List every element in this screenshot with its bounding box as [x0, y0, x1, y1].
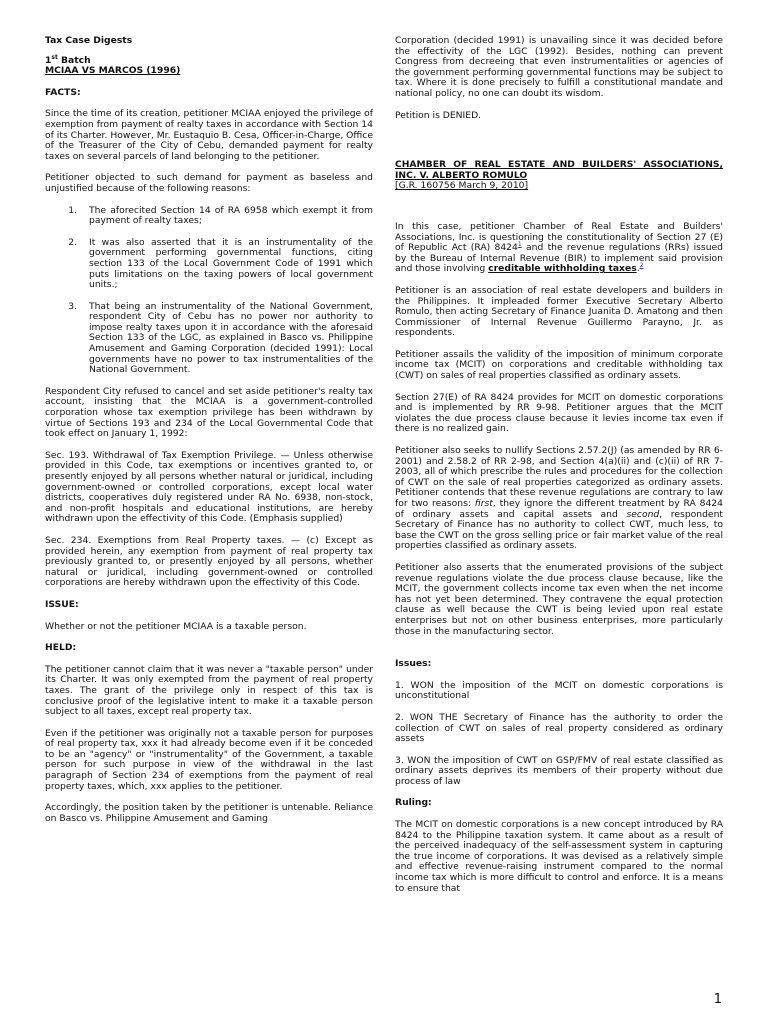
list-item: [45, 302, 373, 376]
issue-heading: ISSUE:: [45, 598, 79, 610]
issues-heading: Issues:: [395, 658, 432, 670]
text-run: .: [636, 263, 640, 275]
batch-number: 1: [45, 54, 52, 66]
footnote-link[interactable]: 1: [517, 241, 522, 249]
paragraph: Section 27(E) of RA 8424 provides for MCIT on domestic corporations and is implemented by RR 9-98. Petitioner argues that the MCIT violates the due process clause because it levies income tax even if there is no realized gain.: [395, 391, 723, 435]
footnote-link[interactable]: 2: [639, 262, 644, 270]
case-title: CHAMBER OF REAL ESTATE AND BUILDERS' ASSOCIATIONS, INC. V. ALBERTO ROMULO: [395, 159, 723, 181]
list-text: It was also asserted that it is an instrumentality of the government performing governmental functions, citing section 133 of the Local Government Code of 1991 which puts limitations on the taxing powers of local government units.;: [89, 236, 373, 291]
list-text: The aforecited Section 14 of RA 6958 which exempt it from payment of realty taxes;: [89, 204, 373, 227]
emphasized-term: creditable withholding taxes: [488, 263, 637, 275]
quoted-section-193: Sec. 193. Withdrawal of Tax Exemption Privilege. — Unless otherwise provided in this Code, tax exemptions or incentives granted to, or presently enjoyed by all persons whether natural or juridical, including government-owned or controlled corporations, except local water districts, cooperatives duly registered under RA No. 6938, non-stock, and non-profit hospitals and educational institutions, are hereby withdrawn upon the effectivity of this Code. (Emphasis supplied): [45, 449, 373, 525]
paragraph: Accordingly, the position taken by the petitioner is untenable. Reliance on Basco vs. Philippine Amusement and Gaming: [45, 802, 373, 824]
list-number: 2.: [68, 236, 77, 248]
paragraph: Petitioner objected to such demand for payment as baseless and unjustified because of the following reasons:: [45, 172, 373, 194]
text-run: , respondent Secretary of Finance has no authority to collect CWT, much less, to base the CWT on the gross selling price or fair market value of the real properties classified as ordinary assets.: [395, 508, 723, 552]
text-run: , they ignore the different treatment by RA 8424 of ordinary assets and capital assets and: [395, 498, 723, 520]
issue-item: 1. WON the imposition of the MCIT on domestic corporations is unconstitutional: [395, 679, 723, 702]
reasons-list: [45, 206, 373, 376]
ruling-heading: Ruling:: [395, 797, 432, 809]
issue-item: 3. WON the imposition of CWT on GSP/FMV of real estate classified as ordinary assets deprives its members of their property without due process of law: [395, 754, 723, 787]
list-item: [45, 238, 373, 291]
text-run: and the revenue regulations (RRs) issued by the Bureau of Internal Revenue (BIR) to implement said provision and those involving: [395, 242, 724, 275]
paragraph: The petitioner cannot claim that it was never a "taxable person" under its Charter. It was only exempted from the payment of real property taxes. The grant of the privilege only in respect of this tax is conclusive proof of the legislative intent to make it a taxable person subject to all taxes, except real property tax.: [45, 663, 373, 718]
page-number: 1: [713, 992, 722, 1007]
left-column: [45, 36, 373, 824]
batch-superscript: st: [51, 53, 58, 61]
list-number: 1.: [68, 204, 77, 216]
paragraph: Respondent City refused to cancel and set aside petitioner's realty tax account, insisting that the MCIAA is a government-controlled corporation whose tax exemption privilege has been withdrawn by virtue of Sections 193 and 234 of the Local Governmental Code that took effect on January 1, 1992:: [45, 385, 373, 440]
paragraph: Petitioner also asserts that the enumerated provisions of the subject revenue regulations violate the due process clause because, like the MCIT, the government collects income tax even when the net income has not yet been determined. They contravene the equal protection clause as well because the CWT is being levied upon real estate enterprises but not on other business enterprises, more particularly those in the manufacturing sector.: [395, 561, 723, 637]
list-text: That being an instrumentality of the National Government, respondent City of Cebu has no power nor authority to impose realty taxes upon it in accordance with the aforesaid Section 133 of the LGC, as explained in Basco vs. Philippine Amusement and Gaming Corporation (decided 1991): Local governments have no power to tax instrumentalities of the National Government.: [89, 300, 373, 376]
issue-text: Whether or not the petitioner MCIAA is a taxable person.: [45, 620, 307, 632]
text-run: In this case, petitioner Chamber of Real Estate and Builders' Associations, Inc. is questioning the constitutionality of Section 27 (E) of Republic Act (RA) 8424: [395, 220, 723, 254]
italic-term: second: [626, 508, 660, 520]
right-column: [395, 36, 723, 894]
paragraph: Petitioner assails the validity of the imposition of minimum corporate income tax (MCIT) on corporations and creditable withholding tax (CWT) on sales of real properties classified as ordinary assets.: [395, 348, 723, 382]
paragraph: [395, 446, 723, 552]
text-run: Petitioner also seeks to nullify Sections 2.57.2(J) (as amended by RR 6-2001) and 2.58.2 of RR 2-98, and Section 4(a)(ii) and (c)(ii) of RR 7-2003, all of which prescribe the rules and procedures for the collection of CWT on the sale of real properties categorized as ordinary assets. Petitioner contends that these revenue regulations are contrary to law for two reasons:: [395, 445, 723, 509]
document-title: Tax Case Digests: [45, 35, 133, 46]
paragraph: [395, 222, 723, 275]
paragraph: Corporation (decided 1991) is unavailing since it was decided before the effectivity of the LGC (1992). Besides, nothing can prevent Congress from decreeing that even instrumentalities or agencies of the government performing governmental functions may be subject to tax. Where it is done precisely to fulfill a constitutional mandate and national policy, no one can doubt its wisdom.: [395, 35, 723, 99]
issue-item: 2. WON THE Secretary of Finance has the authority to order the collection of CWT on sales of real property considered as ordinary assets: [395, 711, 723, 745]
held-heading: HELD:: [45, 642, 77, 654]
case-citation: [G.R. 160756 March 9, 2010]: [395, 180, 529, 192]
facts-heading: FACTS:: [45, 86, 81, 98]
disposition: Petition is DENIED.: [395, 109, 482, 121]
paragraph: Petitioner is an association of real estate developers and builders in the Philippines. It impleaded former Executive Secretary Alberto Romulo, then acting Secretary of Finance Juanita D. Amatong and then Commissioner of Internal Revenue Guillermo Parayno, Jr. as respondents.: [395, 284, 723, 339]
list-item: [45, 206, 373, 227]
list-number: 3.: [68, 300, 77, 312]
paragraph: The MCIT on domestic corporations is a new concept introduced by RA 8424 to the Philippine taxation system. It came about as a result of the perceived inadequacy of the self-assessment system in capturing the true income of corporations. It was devised as a relatively simple and effective revenue-raising instrument compared to the normal income tax which is more difficult to control and enforce. It is a means to ensure that: [395, 819, 723, 894]
batch-word: Batch: [57, 54, 91, 66]
paragraph: Since the time of its creation, petitioner MCIAA enjoyed the privilege of exemption from payment of realty taxes in accordance with Section 14 of its Charter. However, Mr. Eustaquio B. Cesa, Officer-in-Charge, Office of the Treasurer of the City of Cebu, demanded payment for realty taxes on several parcels of land belonging to the petitioner.: [45, 108, 373, 162]
quoted-section-234: Sec. 234. Exemptions from Real Property taxes. — (c) Except as provided herein, any exemption from payment of real property tax previously granted to, or presently enjoyed by all persons, whether natural or juridical, including government-owned or controlled corporations are hereby withdrawn upon the effectivity of this Code.: [45, 534, 373, 589]
case-title: MCIAA VS MARCOS (1996): [45, 65, 181, 77]
italic-term: first: [474, 498, 493, 509]
paragraph: Even if the petitioner was originally not a taxable person for purposes of real property tax, xxx it had already become even if it be conceded to be an "agency" or "instrumentality" of the Government, a taxable person for such purpose in view of the withdrawal in the last paragraph of Section 234 of exemptions from the payment of real property taxes, which, xxx applies to the petitioner.: [45, 727, 373, 792]
